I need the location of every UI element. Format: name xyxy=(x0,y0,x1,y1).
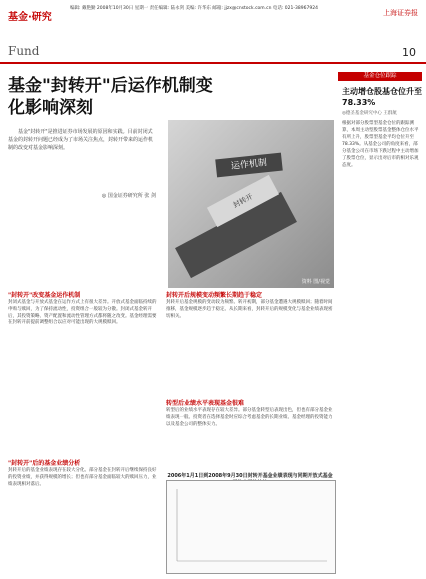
road-sign: 运作机制 xyxy=(215,153,283,178)
sidebar-body: 根据对部分股票型基金仓位的跟踪测算，本周主动型股票基金整体仓位水平有所上升，股票型基金平均仓位升至78.33%。从基金公司的角度来看，部分基金公司在市场下跌过程中主动增加了股票仓位，显示出对后市的相对乐观态度。 xyxy=(342,121,419,168)
section-text: 封转开后基金规模的变动较为频繁。转开初期，部分基金遭遇大规模赎回；随着时间推移，基金规模逐步趋于稳定。从长期来看，封转开后的规模变化与基金业绩表现密切相关。 xyxy=(166,300,333,319)
fund-banner xyxy=(0,42,426,64)
byline: ◎ 国金证券研究所 张 剑 xyxy=(101,193,156,199)
chart-canvas xyxy=(167,481,335,573)
performance-chart xyxy=(166,480,336,574)
sidebar-author: ◎德圣基金研究中心 王群航 xyxy=(342,111,397,116)
sidebar-title: 主动增仓股基仓位升至78.33% xyxy=(342,87,422,107)
section-heading: "封转开"改变基金运作机制 xyxy=(8,292,81,299)
newspaper-logo: 上海证券报 xyxy=(383,9,418,17)
section-text: 转型后的业绩水平表现存在较大差异。部分基金转型后表现出色，但也有部分基金业绩表现一般。投资者在选择基金时应综合考虑基金的长期业绩、基金经理的投资能力以及基金公司的整体实力。 xyxy=(166,408,333,427)
section-text: 封转开后的基金业绩表现存在较大分化。部分基金在封转开后继续保持良好的投资业绩，并获得规模的增长；但也有部分基金面临较大的赎回压力，业绩表现相对落后。 xyxy=(8,468,157,487)
fund-label: Fund xyxy=(8,44,40,58)
section-heading: "封转开"后的基金业绩分析 xyxy=(8,460,81,467)
section-text: 封闭式基金与开放式基金在运作方式上有很大差异。开放式基金面临持续的申购与赎回，为了保持流动性，投资组合一般较为分散。封闭式基金转开后，其投资策略、资产配置和流动性管理方式都将随之改变。基金经理需要在封转开前提前调整组合以应对可能出现的大规模赎回。 xyxy=(8,300,157,326)
chart-title: 2006年1月1日到2008年9月30日封转开基金业绩表现与同期开放式基金 xyxy=(167,473,333,479)
lane-sign: 封转开 xyxy=(207,175,279,227)
lead-paragraph: 基金"封转开"是推进证券市场发展的原因和实践。目前封闭式基金的封转开问题已经成为了市场关注焦点，封转开带来的运作机制的改变对基金影响深刻。 xyxy=(8,129,154,151)
article-headline: 基金"封转开"后运作机制变化影响深刻 xyxy=(8,76,213,118)
image-caption: 资料 图/视觉 xyxy=(301,279,330,285)
header-meta: 编辑: 戴艳勤 2008年10月30日 星期一 责任编辑: 陆永剑 美编: 许华东 邮箱: jjzx@cnstock.com.cn 电话: 021-38967924 xyxy=(70,6,318,11)
section-heading: 转型后业绩水平表现基金很难 xyxy=(166,400,245,407)
section-heading: 封转开后规模变动频繁长期趋于稳定 xyxy=(166,292,263,299)
sidebar-header: 基金仓位跟踪 xyxy=(338,72,422,81)
hero-image xyxy=(168,120,334,288)
section-title: 基金·研究 xyxy=(8,12,52,23)
page-number: 10 xyxy=(402,46,416,59)
